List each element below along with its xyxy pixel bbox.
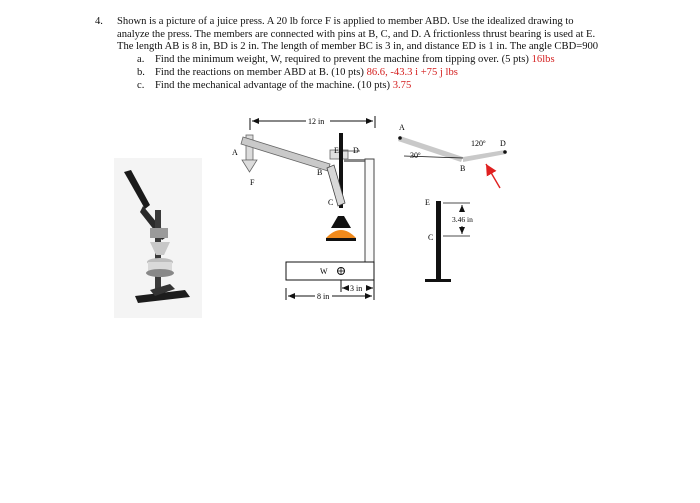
label-D-mid: D: [353, 146, 359, 155]
label-E-mid: E: [334, 146, 339, 155]
weight-label: W: [320, 267, 328, 276]
dim-3in: 3 in: [350, 284, 363, 293]
angle-120-degree: o: [483, 140, 486, 145]
juice-press-photo: [114, 158, 202, 318]
angle-30-degree: o: [418, 152, 421, 157]
problem-number: 4.: [95, 16, 103, 27]
angle-120: [471, 139, 486, 148]
part-b-answer: 86.6, -43.3 i +75 j lbs: [366, 67, 458, 78]
part-c-label: c.: [137, 80, 145, 91]
statement-line-3: The length AB is 8 in, BD is 2 in. The length of member BC is 3 in, and distance ED is 1 in. The angle CBD=900: [117, 41, 599, 53]
label-A-mid: A: [232, 148, 238, 157]
label-F: F: [250, 178, 255, 187]
part-b-text: Find the reactions on member ABD at B. (10 pts): [155, 67, 364, 78]
part-c-text: Find the mechanical advantage of the machine. (10 pts): [155, 80, 391, 91]
label-E-right: E: [425, 198, 430, 207]
label-B-right: B: [460, 164, 466, 173]
label-D-right: D: [500, 139, 506, 148]
geometry-diagram: [398, 123, 507, 282]
statement-line-2: analyze the press. The members are connected with pins at B, C, and D. A frictionless thrust bearing is used at E.: [117, 28, 596, 40]
press-diagram: [232, 116, 375, 301]
angle-120-value: 120: [471, 139, 483, 148]
part-c-answer: 3.75: [392, 80, 412, 91]
dim-3-46in: 3.46 in: [452, 215, 473, 224]
part-a-label: a.: [137, 54, 145, 65]
label-C-mid: C: [328, 198, 334, 207]
part-a-text: Find the minimum weight, W, required to prevent the machine from tipping over. (5 pts): [155, 54, 529, 65]
angle-30-value: 30: [410, 151, 418, 160]
label-B-mid: B: [317, 168, 323, 177]
statement-line-1: Shown is a picture of a juice press. A 20 lb force F is applied to member ABD. Use the idealized drawing to: [117, 16, 574, 27]
part-b-label: b.: [137, 67, 145, 78]
label-A-right: A: [399, 123, 405, 132]
dim-8in: 8 in: [317, 292, 330, 301]
part-a-answer: 16lbs: [531, 54, 555, 65]
label-C-right: C: [428, 233, 434, 242]
angle-30: [410, 151, 421, 160]
dim-12in: 12 in: [308, 117, 325, 126]
